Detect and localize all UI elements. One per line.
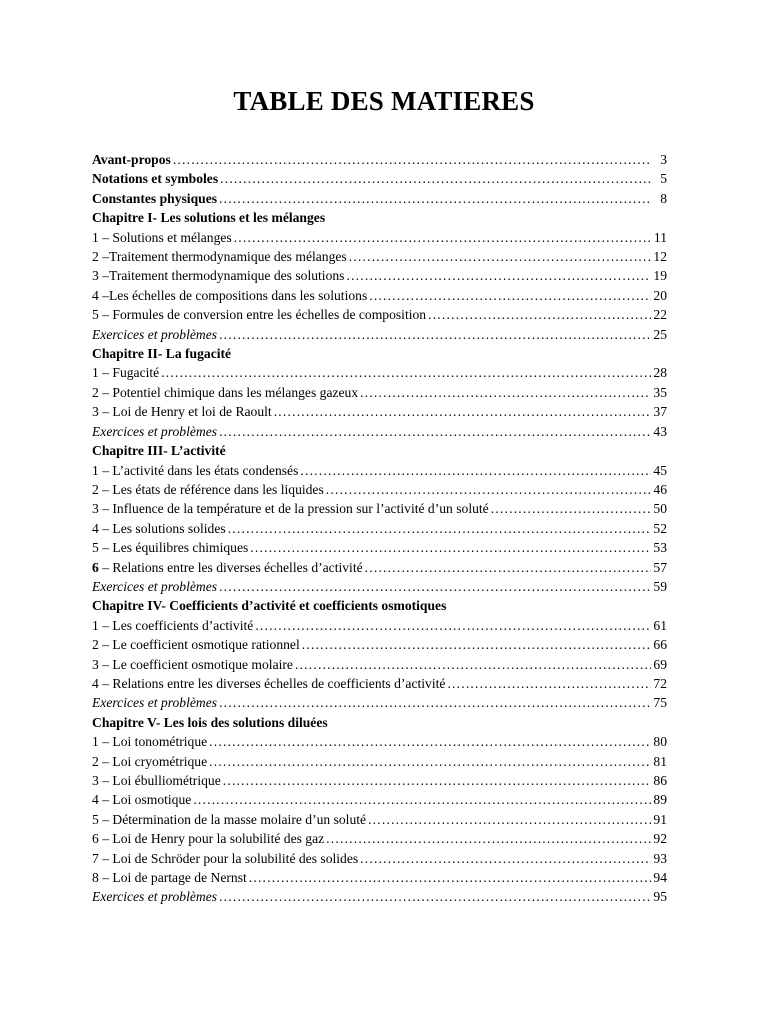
toc-entry-label: Exercices et problèmes bbox=[92, 423, 218, 439]
toc-entry[interactable] bbox=[92, 558, 667, 577]
toc-page-number: 75 bbox=[653, 695, 667, 711]
toc-entry-number: 2 bbox=[92, 637, 99, 653]
toc-page-number: 3 bbox=[660, 152, 667, 167]
toc-entry-exercises[interactable] bbox=[92, 887, 667, 906]
dot-leader bbox=[209, 732, 651, 751]
toc-entry-label bbox=[92, 383, 358, 402]
dot-leader bbox=[368, 810, 651, 829]
toc-entry-label bbox=[92, 810, 366, 829]
chapter-heading[interactable] bbox=[92, 596, 667, 615]
toc-entry[interactable] bbox=[92, 266, 667, 285]
toc-page-number: 57 bbox=[653, 559, 667, 575]
toc-entry-text: – Les coefficients d’activité bbox=[98, 617, 254, 633]
toc-entry-text: –Traitement thermodynamique des mélanges bbox=[98, 249, 347, 265]
dot-leader bbox=[209, 752, 651, 771]
dot-leader bbox=[360, 383, 651, 402]
chapter-title: Chapitre II- La fugacité bbox=[92, 346, 232, 362]
dot-leader bbox=[161, 363, 651, 382]
toc-entry-label bbox=[92, 519, 226, 538]
toc-entry-label bbox=[92, 635, 300, 654]
dot-leader bbox=[326, 829, 651, 848]
dot-leader bbox=[228, 519, 651, 538]
toc-entry[interactable] bbox=[92, 228, 667, 247]
toc-entry[interactable] bbox=[92, 480, 667, 499]
toc-entry-label bbox=[92, 616, 253, 635]
toc-entry-text: – Loi de Schröder pour la solubilité des solides bbox=[98, 850, 359, 866]
chapter-title: Chapitre IV- Coefficients d’activité et coefficients osmotiques bbox=[92, 598, 447, 614]
page-title: TABLE DES MATIERES bbox=[233, 86, 535, 116]
toc-entry-label bbox=[92, 655, 293, 674]
dot-leader bbox=[326, 480, 651, 499]
toc-entry-number: 3 bbox=[92, 656, 99, 672]
toc-entry-label bbox=[92, 499, 489, 518]
toc-entry-text: – Loi osmotique bbox=[98, 792, 192, 808]
toc-entry[interactable] bbox=[92, 868, 667, 887]
toc-entry[interactable] bbox=[92, 810, 667, 829]
toc-page-number: 95 bbox=[653, 889, 667, 905]
toc-page-number: 43 bbox=[653, 423, 667, 439]
toc-entry[interactable] bbox=[92, 499, 667, 518]
dot-leader bbox=[349, 247, 651, 266]
toc-entry-label bbox=[92, 228, 232, 247]
toc-page-number: 72 bbox=[653, 675, 667, 691]
toc-entry-text: –Traitement thermodynamique des solutions bbox=[98, 268, 345, 284]
toc-entry-label: Avant-propos bbox=[92, 152, 171, 167]
toc-entry-text: – Solutions et mélanges bbox=[98, 229, 232, 245]
toc-entry[interactable] bbox=[92, 305, 667, 324]
toc-page-number: 80 bbox=[653, 734, 667, 750]
toc-entry-text: – Les équilibres chimiques bbox=[98, 540, 249, 556]
toc-page-number: 11 bbox=[653, 229, 667, 245]
toc-entry-text: –Les échelles de compositions dans les solutions bbox=[98, 287, 368, 303]
toc-entry-label bbox=[92, 674, 445, 693]
toc-page-number: 59 bbox=[653, 578, 667, 594]
toc-entry-number: 7 bbox=[92, 850, 99, 866]
toc-page-number: 89 bbox=[653, 792, 667, 808]
toc-entry-exercises[interactable] bbox=[92, 422, 667, 441]
dot-leader bbox=[219, 189, 651, 208]
toc-entry[interactable] bbox=[92, 383, 667, 402]
toc-entry-number: 2 bbox=[92, 384, 99, 400]
toc-entry-exercises[interactable] bbox=[92, 577, 667, 596]
toc-entry[interactable] bbox=[92, 655, 667, 674]
toc-entry-front[interactable] bbox=[92, 189, 667, 208]
toc-entry-label bbox=[92, 752, 207, 771]
toc-entry-text: – L’activité dans les états condensés bbox=[98, 462, 299, 478]
toc-entry-number: 4 bbox=[92, 675, 99, 691]
toc-entry-text: – Loi de Henry pour la solubilité des gaz bbox=[98, 831, 325, 847]
dot-leader bbox=[250, 538, 651, 557]
toc-entry-number: 3 bbox=[92, 268, 99, 284]
toc-entry-front[interactable] bbox=[92, 169, 667, 188]
toc-entry-label bbox=[92, 868, 247, 887]
toc-entry-text: – Relations entre les diverses échelles de coefficients d’activité bbox=[98, 675, 446, 691]
toc-entry[interactable] bbox=[92, 829, 667, 848]
chapter-title: Chapitre V- Les lois des solutions diluées bbox=[92, 714, 328, 730]
toc-entry-text: – Fugacité bbox=[98, 365, 160, 381]
dot-leader bbox=[234, 228, 651, 247]
toc-entry-text: – Les solutions solides bbox=[98, 520, 226, 536]
toc-entry[interactable] bbox=[92, 538, 667, 557]
toc-entry-text: – Le coefficient osmotique rationnel bbox=[98, 637, 300, 653]
toc-entry-label bbox=[92, 558, 363, 577]
toc-entry-label bbox=[92, 266, 344, 285]
dot-leader bbox=[302, 635, 651, 654]
toc-entry[interactable] bbox=[92, 771, 667, 790]
dot-leader bbox=[447, 674, 651, 693]
toc-entry-number: 4 bbox=[92, 792, 99, 808]
toc-entry-number: 2 bbox=[92, 481, 99, 497]
toc-page-number: 53 bbox=[653, 540, 667, 556]
toc-entry-text: – Loi de partage de Nernst bbox=[98, 870, 247, 886]
toc-entry-exercises[interactable] bbox=[92, 325, 667, 344]
toc-entry-number: 4 bbox=[92, 287, 99, 303]
toc-page-number: 61 bbox=[653, 617, 667, 633]
chapter-heading[interactable] bbox=[92, 208, 667, 227]
table-of-contents bbox=[92, 150, 667, 907]
toc-entry-text: – Les états de référence dans les liquides bbox=[98, 481, 324, 497]
toc-entry-text: – Relations entre les diverses échelles d’activité bbox=[98, 559, 363, 575]
toc-entry-text: – Influence de la température et de la pression sur l’activité d’un soluté bbox=[98, 501, 489, 517]
toc-entry[interactable] bbox=[92, 635, 667, 654]
toc-entry[interactable] bbox=[92, 286, 667, 305]
toc-entry[interactable] bbox=[92, 616, 667, 635]
toc-entry-label: Exercices et problèmes bbox=[92, 695, 218, 711]
toc-entry-number: 1 bbox=[92, 229, 99, 245]
toc-entry-label bbox=[92, 363, 159, 382]
dot-leader bbox=[255, 616, 651, 635]
toc-page-number: 69 bbox=[653, 656, 667, 672]
dot-leader bbox=[365, 558, 651, 577]
chapter-heading[interactable] bbox=[92, 441, 667, 460]
dot-leader bbox=[219, 693, 651, 712]
toc-page-number: 45 bbox=[653, 462, 667, 478]
chapter-heading[interactable] bbox=[92, 344, 667, 363]
dot-leader bbox=[295, 655, 651, 674]
toc-entry[interactable] bbox=[92, 732, 667, 751]
dot-leader bbox=[369, 286, 651, 305]
toc-entry-label: Exercices et problèmes bbox=[92, 578, 218, 594]
toc-page-number: 91 bbox=[653, 811, 667, 827]
dot-leader bbox=[220, 169, 651, 188]
toc-entry-text: – Loi tonométrique bbox=[98, 734, 208, 750]
toc-entry-label bbox=[92, 305, 426, 324]
toc-entry-label bbox=[92, 402, 272, 421]
toc-entry-label: Exercices et problèmes bbox=[92, 326, 218, 342]
chapter-title: Chapitre I- Les solutions et les mélanges bbox=[92, 210, 326, 226]
toc-page-number: 5 bbox=[660, 171, 667, 187]
dot-leader bbox=[219, 887, 651, 906]
toc-entry-label bbox=[92, 829, 324, 848]
chapter-title: Chapitre III- L’activité bbox=[92, 443, 226, 459]
toc-entry-label bbox=[92, 849, 358, 868]
dot-leader bbox=[360, 849, 651, 868]
toc-page-number: 52 bbox=[653, 520, 667, 536]
toc-entry-text: – Loi de Henry et loi de Raoult bbox=[98, 404, 272, 420]
toc-entry-number: 3 bbox=[92, 404, 99, 420]
toc-page-number: 19 bbox=[653, 268, 667, 284]
toc-page-number: 92 bbox=[653, 831, 667, 847]
toc-entry-label bbox=[92, 732, 207, 751]
toc-entry-label: Notations et symboles bbox=[92, 171, 219, 187]
toc-page-number: 66 bbox=[653, 637, 667, 653]
toc-entry-label bbox=[92, 480, 324, 499]
toc-page-number: 50 bbox=[653, 501, 667, 517]
dot-leader bbox=[219, 577, 651, 596]
toc-page-number: 35 bbox=[653, 384, 667, 400]
toc-entry-front[interactable] bbox=[92, 150, 667, 169]
toc-entry-number: 8 bbox=[92, 870, 99, 886]
toc-entry-number: 1 bbox=[92, 365, 99, 381]
dot-leader bbox=[428, 305, 651, 324]
dot-leader bbox=[223, 771, 651, 790]
toc-entry-number: 4 bbox=[92, 520, 99, 536]
toc-entry-number: 6 bbox=[92, 831, 99, 847]
dot-leader bbox=[173, 150, 651, 169]
toc-entry-label bbox=[92, 538, 248, 557]
toc-entry[interactable] bbox=[92, 247, 667, 266]
toc-entry-text: – Détermination de la masse molaire d’un soluté bbox=[98, 811, 367, 827]
dot-leader bbox=[346, 266, 651, 285]
toc-entry-number: 5 bbox=[92, 540, 99, 556]
toc-entry-number: 3 bbox=[92, 501, 99, 517]
toc-entry[interactable] bbox=[92, 363, 667, 382]
toc-entry-text: – Potentiel chimique dans les mélanges gazeux bbox=[98, 384, 359, 400]
toc-entry-number: 1 bbox=[92, 734, 99, 750]
toc-entry[interactable] bbox=[92, 402, 667, 421]
dot-leader bbox=[219, 422, 651, 441]
toc-page-number: 46 bbox=[653, 481, 667, 497]
toc-entry-label bbox=[92, 771, 221, 790]
toc-entry-number: 3 bbox=[92, 773, 99, 788]
dot-leader bbox=[249, 868, 651, 887]
toc-page-number: 37 bbox=[653, 404, 667, 420]
toc-page-number: 8 bbox=[660, 190, 667, 206]
dot-leader bbox=[219, 325, 651, 344]
chapter-heading[interactable] bbox=[92, 713, 667, 732]
toc-entry-number: 5 bbox=[92, 307, 99, 323]
toc-page-number: 93 bbox=[653, 850, 667, 866]
toc-entry-text: – Le coefficient osmotique molaire bbox=[98, 656, 293, 672]
toc-page-number: 86 bbox=[653, 773, 667, 788]
toc-entry-label bbox=[92, 247, 347, 266]
toc-entry[interactable] bbox=[92, 790, 667, 809]
toc-page-number: 81 bbox=[653, 753, 667, 769]
dot-leader bbox=[274, 402, 651, 421]
toc-entry[interactable] bbox=[92, 752, 667, 771]
toc-entry-label bbox=[92, 286, 367, 305]
toc-page-number: 94 bbox=[653, 870, 667, 886]
toc-entry[interactable] bbox=[92, 519, 667, 538]
toc-entry-number: 6 bbox=[92, 559, 99, 575]
dot-leader bbox=[193, 790, 651, 809]
toc-page-number: 20 bbox=[653, 287, 667, 303]
toc-entry-number: 2 bbox=[92, 249, 99, 265]
toc-entry-text: – Loi cryométrique bbox=[98, 753, 208, 769]
toc-entry[interactable] bbox=[92, 674, 667, 693]
dot-leader bbox=[491, 499, 651, 518]
toc-entry-label bbox=[92, 790, 191, 809]
dot-leader bbox=[300, 461, 651, 480]
toc-page-number: 12 bbox=[653, 249, 667, 265]
toc-entry[interactable] bbox=[92, 849, 667, 868]
toc-entry-label bbox=[92, 461, 298, 480]
toc-entry-number: 5 bbox=[92, 811, 99, 827]
toc-page-number: 22 bbox=[653, 307, 667, 323]
toc-entry-number: 1 bbox=[92, 617, 99, 633]
toc-page-number: 25 bbox=[653, 326, 667, 342]
toc-entry-label: Exercices et problèmes bbox=[92, 889, 218, 905]
toc-entry-number: 2 bbox=[92, 753, 99, 769]
toc-entry-label: Constantes physiques bbox=[92, 190, 218, 206]
toc-entry[interactable] bbox=[92, 461, 667, 480]
toc-entry-number: 1 bbox=[92, 462, 99, 478]
toc-entry-text: – Formules de conversion entre les échelles de composition bbox=[98, 307, 427, 323]
toc-entry-text: – Loi ébulliométrique bbox=[98, 773, 221, 788]
toc-entry-exercises[interactable] bbox=[92, 693, 667, 712]
toc-page-number: 28 bbox=[653, 365, 667, 381]
